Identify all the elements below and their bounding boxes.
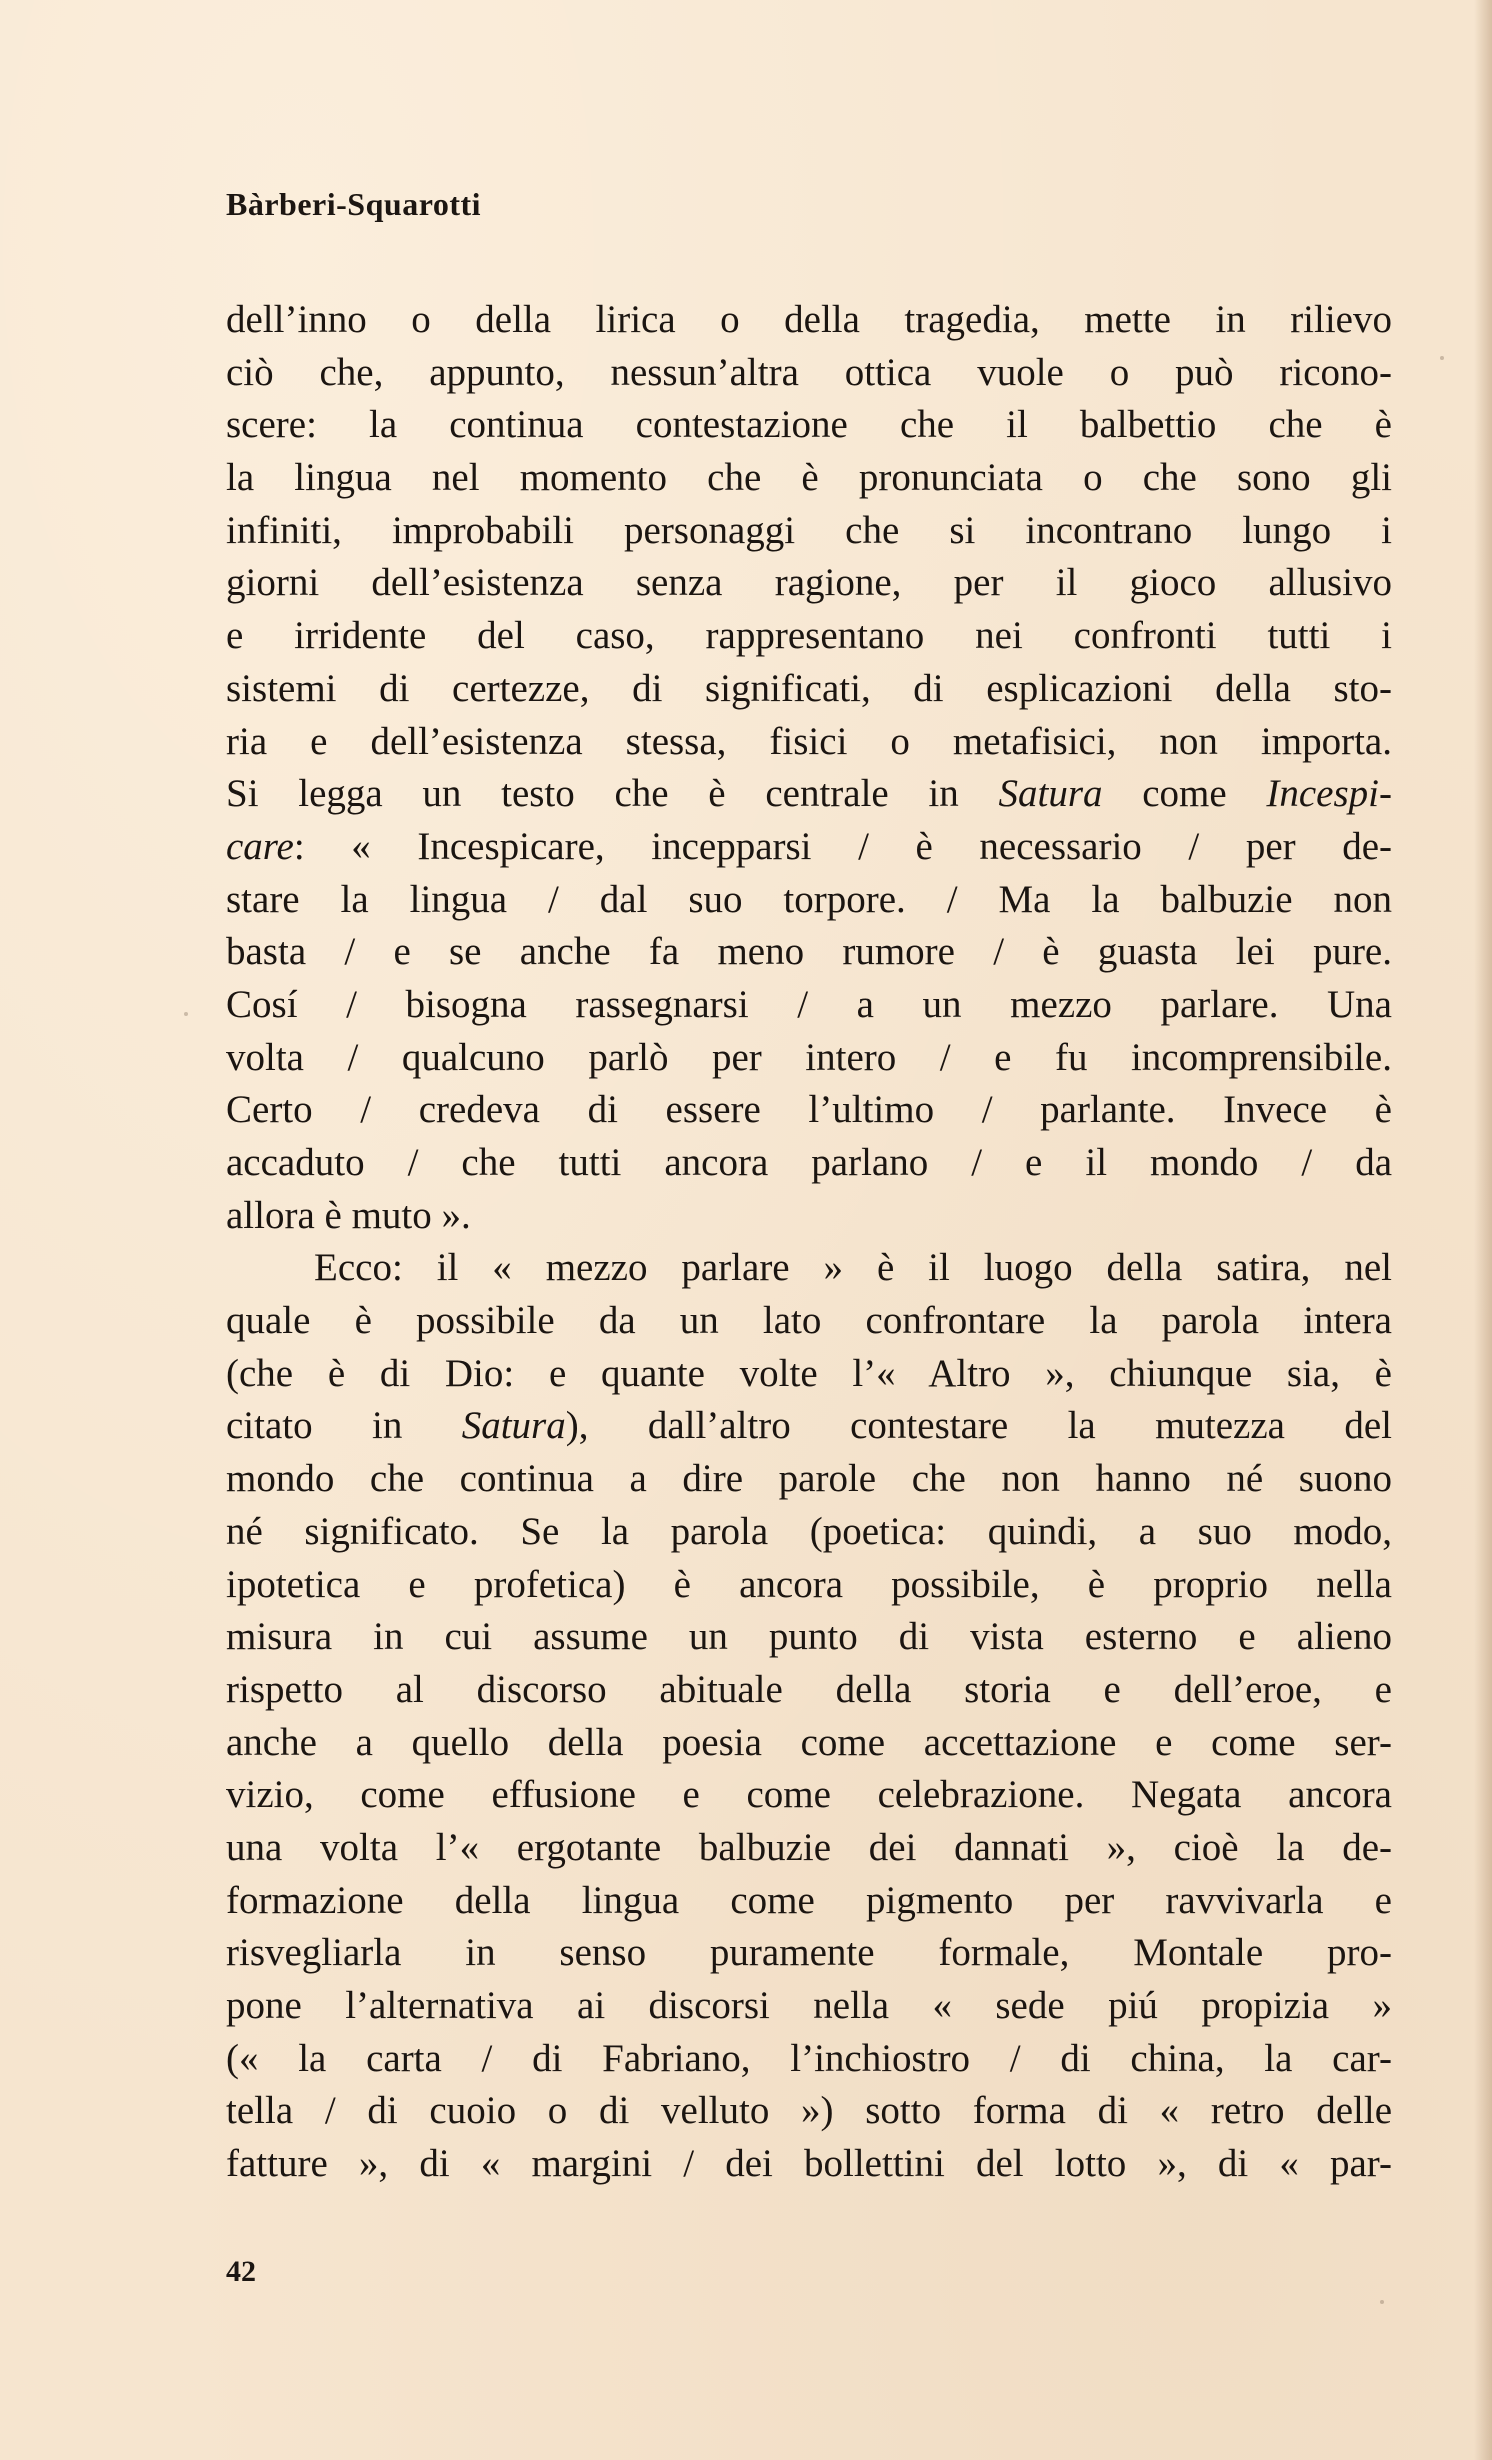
text-line xyxy=(226,1453,1392,1506)
text-run: volta / qualcuno parlò per intero / e fu incomprensibile. xyxy=(226,1035,1392,1079)
text-line xyxy=(226,1084,1392,1137)
text-line xyxy=(226,2033,1392,2086)
text-run: : « Incespicare, incepparsi / è necessario / per de- xyxy=(293,824,1392,868)
text-run: tella / di cuoio o di velluto ») sotto forma di « retro delle xyxy=(226,2089,1392,2133)
body-text xyxy=(226,294,1392,2191)
running-head-author: Bàrberi-Squarotti xyxy=(226,186,482,222)
text-line xyxy=(226,1137,1392,1190)
text-run: quale è possibile da un lato confrontare la parola intera xyxy=(226,1299,1392,1343)
text-line xyxy=(226,1295,1392,1348)
text-line xyxy=(226,347,1392,400)
text-run: rispetto al discorso abituale della storia e dell’eroe, e xyxy=(226,1667,1392,1711)
text-run: ciò che, appunto, nessun’altra ottica vuole o può ricono- xyxy=(226,350,1392,394)
text-run: Si legga un testo che è centrale in xyxy=(226,772,999,816)
text-run: e irridente del caso, rappresentano nei confronti tutti i xyxy=(226,614,1392,658)
text-run: accaduto / che tutti ancora parlano / e il mondo / da xyxy=(226,1141,1392,1184)
text-line xyxy=(226,1980,1392,2033)
text-line xyxy=(226,979,1392,1032)
text-line xyxy=(226,557,1392,610)
text-line xyxy=(226,874,1392,927)
text-line xyxy=(226,610,1392,663)
text-run: una volta l’« ergotante balbuzie dei dannati », cioè la de- xyxy=(226,1825,1392,1869)
text-line xyxy=(226,1927,1392,1980)
text-run: giorni dell’esistenza senza ragione, per il gioco allusivo xyxy=(226,561,1392,605)
text-run: dell’inno o della lirica o della tragedia, mette in rilievo xyxy=(226,298,1392,341)
text-run: né significato. Se la parola (poetica: quindi, a suo modo, xyxy=(226,1509,1392,1553)
text-line xyxy=(226,1559,1392,1612)
text-line xyxy=(226,1400,1392,1453)
text-run: allora è muto ». xyxy=(226,1193,471,1237)
text-line xyxy=(226,1611,1392,1664)
paper-speck xyxy=(184,1012,188,1016)
text-line xyxy=(226,452,1392,505)
text-line xyxy=(226,1664,1392,1717)
text-run: vizio, come effusione e come celebrazione. Negata ancora xyxy=(226,1773,1392,1817)
text-run: sistemi di certezze, di significati, di esplicazioni della sto- xyxy=(226,666,1392,710)
paper-speck xyxy=(1380,2300,1384,2304)
text-line xyxy=(226,768,1392,821)
text-line xyxy=(226,716,1392,769)
text-line xyxy=(226,505,1392,558)
text-line xyxy=(226,663,1392,716)
text-run: scere: la continua contestazione che il balbettio che è xyxy=(226,403,1392,447)
text-line xyxy=(226,294,1392,347)
text-line xyxy=(226,821,1392,874)
paper-speck xyxy=(1440,356,1444,360)
italic-text: care xyxy=(226,824,294,868)
text-line xyxy=(226,1032,1392,1085)
italic-text: Incespi- xyxy=(1266,772,1392,816)
text-run: Cosí / bisogna rassegnarsi / a un mezzo parlare. Una xyxy=(226,982,1392,1026)
page-edge-shadow xyxy=(1474,0,1492,2460)
text-run: come xyxy=(1102,772,1267,816)
page-number: 42 xyxy=(226,2255,256,2288)
italic-text: Satura xyxy=(461,1404,566,1448)
text-run: fatture », di « margini / dei bollettini del lotto », di « par- xyxy=(226,2142,1392,2186)
text-run: risvegliarla in senso puramente formale, Montale pro- xyxy=(226,1931,1392,1975)
text-run: mondo che continua a dire parole che non hanno né suono xyxy=(226,1457,1392,1501)
text-line xyxy=(226,399,1392,452)
text-line xyxy=(226,2085,1392,2138)
text-run: Certo / credeva di essere l’ultimo / parlante. Invece è xyxy=(226,1088,1392,1132)
text-run: Ecco: il « mezzo parlare » è il luogo della satira, nel xyxy=(314,1246,1392,1290)
text-run: basta / e se anche fa meno rumore / è guasta lei pure. xyxy=(226,930,1392,974)
text-run: stare la lingua / dal suo torpore. / Ma la balbuzie non xyxy=(226,877,1392,921)
text-line xyxy=(226,926,1392,979)
text-line xyxy=(226,1348,1392,1401)
text-line xyxy=(226,1769,1392,1822)
text-run: ria e dell’esistenza stessa, fisici o metafisici, non importa. xyxy=(226,719,1392,763)
text-run: infiniti, improbabili personaggi che si incontrano lungo i xyxy=(226,508,1392,552)
text-run: la lingua nel momento che è pronunciata o che sono gli xyxy=(226,456,1392,500)
text-run: ), dall’altro contestare la mutezza del xyxy=(565,1404,1393,1448)
text-run: misura in cui assume un punto di vista esterno e alieno xyxy=(226,1615,1392,1659)
text-line xyxy=(226,1717,1392,1770)
text-line xyxy=(226,1506,1392,1559)
text-run: (che è di Dio: e quante volte l’« Altro », chiunque sia, è xyxy=(226,1351,1392,1395)
text-run: formazione della lingua come pigmento per ravvivarla e xyxy=(226,1878,1392,1922)
text-run: ipotetica e profetica) è ancora possibile, è proprio nella xyxy=(226,1562,1392,1606)
text-line xyxy=(226,2138,1392,2191)
text-run: pone l’alternativa ai discorsi nella « sede piú propizia » xyxy=(226,1984,1392,2027)
text-line xyxy=(226,1190,1392,1243)
text-line xyxy=(226,1875,1392,1928)
italic-text: Satura xyxy=(998,772,1103,816)
text-run: (« la carta / di Fabriano, l’inchiostro / di china, la car- xyxy=(226,2036,1392,2080)
text-line xyxy=(226,1242,1392,1295)
text-run: anche a quello della poesia come accettazione e come ser- xyxy=(226,1720,1392,1764)
text-run: citato in xyxy=(226,1404,462,1448)
text-line xyxy=(226,1822,1392,1875)
